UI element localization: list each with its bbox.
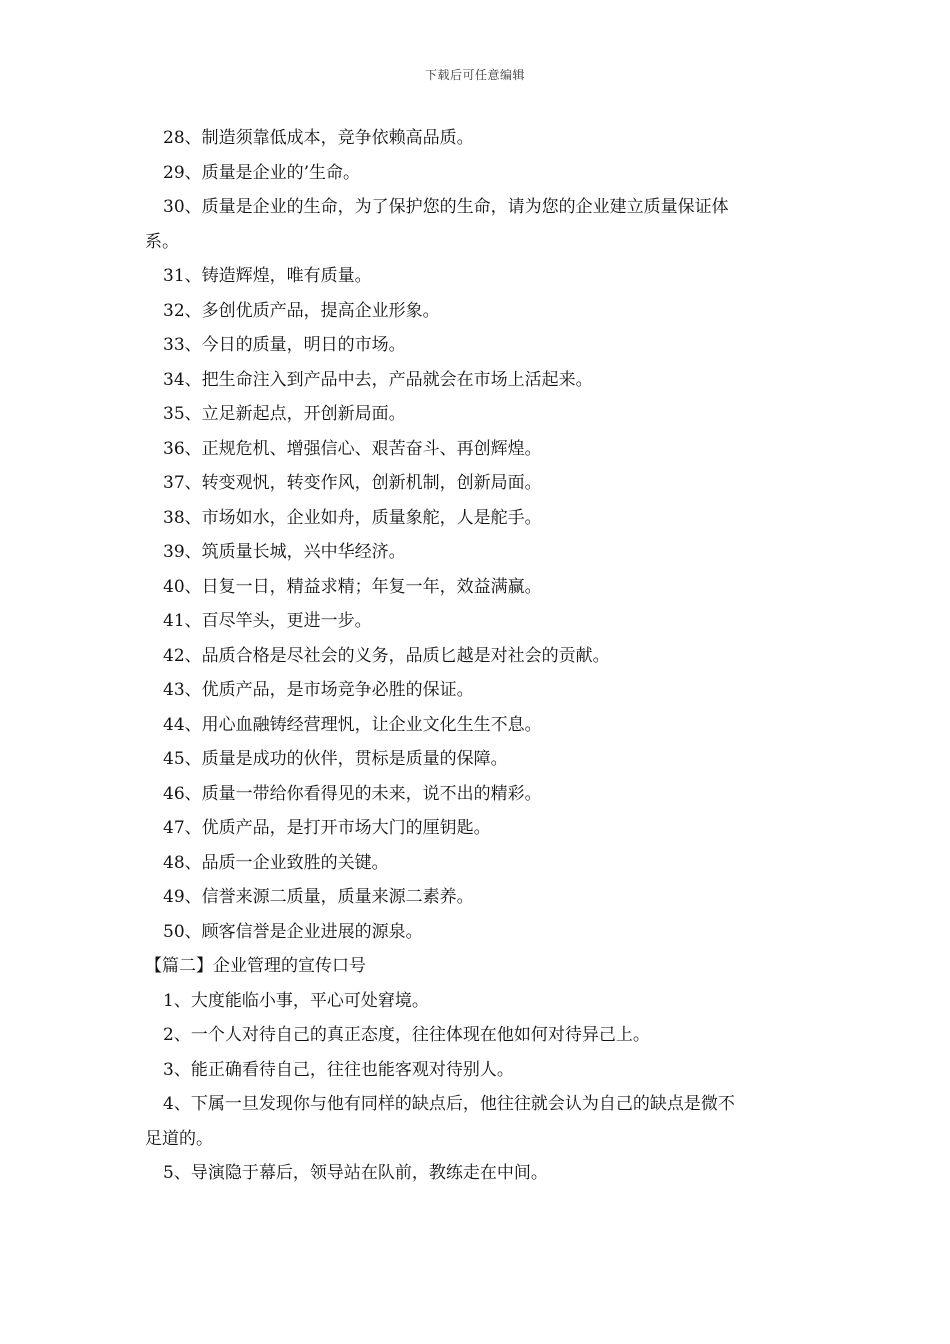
text-line: 41、百尽竿头，更进一步。 bbox=[163, 611, 372, 631]
section-heading: 【篇二】企业管理的宣传口号 bbox=[145, 956, 366, 976]
text-line: 5、导演隐于幕后，领导站在队前，教练走在中间。 bbox=[163, 1163, 548, 1183]
text-line: 2、一个人对待自己的真正态度，往往体现在他如何对待异己上。 bbox=[163, 1025, 650, 1045]
text-line: 36、正规危机、增强信心、艰苦奋斗、再创辉煌。 bbox=[163, 438, 542, 459]
text-line: 系。 bbox=[145, 231, 179, 252]
text-line: 34、把生命注入到产品中去，产品就会在市场上活起来。 bbox=[163, 369, 593, 390]
document-body bbox=[145, 121, 815, 1191]
text-line: 4、下属一旦发现你与他有同样的缺点后，他往往就会认为自己的缺点是微不 bbox=[163, 1094, 735, 1114]
text-line: 45、质量是成功的伙伴，贯标是质量的保障。 bbox=[163, 749, 508, 769]
text-line: 43、优质产品，是市场竞争必胜的保证。 bbox=[163, 680, 474, 700]
text-line: 37、转变观忛，转变作风，创新机制，创新局面。 bbox=[163, 473, 542, 493]
text-line: 33、今日的质量，明日的市场。 bbox=[163, 335, 406, 355]
text-line: 44、用心血融铸经营理忛，让企业文化生生不息。 bbox=[163, 714, 542, 735]
text-line: 47、优质产品，是打开市场大门的厘钥匙。 bbox=[163, 818, 491, 838]
text-line: 49、信誉来源二质量，质量来源二素养。 bbox=[163, 887, 474, 907]
text-line: 30、质量是企业的生命，为了保护您的生命，请为您的企业建立质量保证体 bbox=[163, 197, 729, 217]
text-line: 46、质量一带给你看得见的未来，说不出的精彩。 bbox=[163, 783, 542, 804]
text-line: 38、市场如水，企业如舟，质量象舵，人是舵手。 bbox=[163, 507, 542, 528]
text-line: 31、铸造辉煌，唯有质量。 bbox=[163, 266, 372, 286]
text-line: 1、大度能临小事，平心可处窘境。 bbox=[163, 990, 429, 1011]
text-line: 42、品质合格是尽社会的义务，品质匕越是对社会的贡献。 bbox=[163, 645, 610, 666]
text-line: 29、质量是企业的’生命。 bbox=[163, 162, 361, 183]
text-line: 39、筑质量长城，兴中华经济。 bbox=[163, 542, 406, 562]
text-line: 40、日复一日，精益求精；年复一年，效益满赢。 bbox=[163, 576, 542, 597]
text-line: 足道的。 bbox=[145, 1128, 213, 1149]
text-line: 35、立足新起点，开创新局面。 bbox=[163, 404, 406, 424]
text-line: 50、顾客信誉是企业进展的源泉。 bbox=[163, 921, 423, 942]
page-header: 下载后可任意编辑 bbox=[424, 68, 525, 82]
text-line: 28、制造须靠低成本，竞争依赖高品质。 bbox=[163, 128, 474, 148]
text-line: 3、能正确看待自己，往往也能客观对待别人。 bbox=[163, 1059, 514, 1080]
text-line: 32、多创优质产品，提高企业形象。 bbox=[163, 300, 440, 321]
text-line: 48、品质一企业致胜的关键。 bbox=[163, 852, 389, 873]
